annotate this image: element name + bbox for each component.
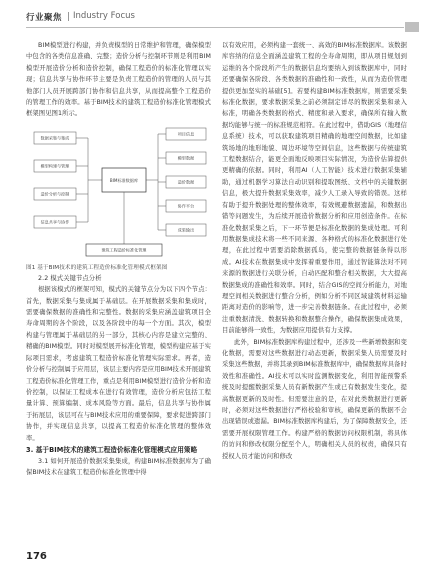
framework-diagram-svg — [26, 124, 211, 262]
left-paragraph-1: BIM模型进行构建，并负责模型的日常维护和管理，确保模型中包含的各类信息准确、完整；造价分析与控制环节则是利用BIM模型开展造价分析和造价控制，确保工程造价的标准化管理以实现；信息共享与协作环节主要是负责工程造价的管理的人员与其他部门人员开展跨部门协作和信息共享，从而提高整个工程造价的管理工作的效率。基于BIM技术的建筑工程造价标准化管理模式框架图见图1所示。 — [26, 42, 211, 118]
header-category-en: Industry Focus — [73, 11, 135, 21]
subsection-heading: 2.2 模式关键节点分析 — [38, 274, 102, 282]
figure-caption: 图1 基于BIM技术的建筑工程造价标准化管理模式框架图 — [26, 264, 168, 271]
right-box-3-label: 造价数据 — [177, 179, 195, 185]
right-box-2-label: 模型数据 — [177, 155, 195, 161]
left-paragraph-2: 根据该模式的框架可知，模式的关键节点分为以下四个节点：首先，数据采集与集成属于基础层。在开展数据采集和集成时，需要确保数据的准确性和完整性。数据的采集应涵盖建筑项目全寿命周期的各个阶段，以及各阶段中的每一个方面。其次，模型构建与管理属于基础层的另一部分，其核心内容是建立完整的、精确的BIM模型。同时对模型展开标准化管理，模型构建应基于实际项目需求，考虑建筑工程造价标准化管理实际需求。再者，造价分析与控制属于应用层，该层主要内容是应用BIM技术开展建筑工程造价标准化管理工作，重点是利用BIM模型进行造价分析和造价控制，以保证工程成本在进行有效管理，造价分析应包括工程量计算、预算编制、成本风险等方面。最后，信息共享与协作属于拓展层，该层可在与BIM技术应用的重要保障，要求促进跨部门协作，并实现信息共享，以提高工程造价标准化管理的整体效率。 — [26, 286, 211, 442]
bottom-box-label: 建筑工程造价标准化管理 — [101, 247, 147, 253]
header-rule — [26, 27, 404, 28]
left-paragraph-3: 3.1 如何开展造价数据采集集成，构建BIM标准数据库为了确保BIM技术在建筑工程造价标准化管理中得 — [26, 457, 211, 477]
left-box-4-label: 信息共享与协作 — [40, 219, 70, 225]
page-number: 176 — [26, 551, 47, 562]
left-box-3-label: 造价分析与控制 — [40, 191, 70, 197]
framework-diagram — [26, 124, 211, 262]
left-column — [26, 40, 211, 479]
header-category: 行业聚焦 — [26, 13, 63, 23]
header-separator — [68, 12, 69, 21]
right-box-5-label: 成果输出 — [177, 227, 195, 233]
left-box-1-label: 数据采集与集成 — [40, 135, 70, 141]
right-paragraph-1: 以有效应用，必须构建一套统一、高效的BIM标准数据库。该数据库容纳的信息全面涵盖建筑工程的全寿命周期，即从项目规划到运维的各个阶段所产生的数据信息均要纳入到该数据库中，同时还要确保各阶段、各类数据的准确性和一致性，从而为造价管理提供更加坚实的基础[5]。若要构建BIM标准数据库，则需要采集标准化数据，要求数据采集之前必须制定详尽的数据采集和录入标准，明确各类数据的格式、精度和录入要求，确保所有输入数据均能够与统一的标准规范相符。在此过程中，借助GIS（地理信息系统）技术，可以获取建筑项目精确的地理空间数据，比如建筑场地的地形地貌、周边环境等空间信息，这些数据与传统建筑工程数据结合，能更全面地反映项目实际情况，为造价估算提供更精确的依据。同时，利用AI（人工智能）技术进行数据采集辅助，通过机器学习算法自动识别和提取图纸、文档中的关键数据信息，极大提升数据采集效率，减少人工录入导致的错误。这样有助于提升数据处理的整体效率，有效规避数据遗漏，和数据出错等问题发生，为后续开展造价数据分析和应用创造条件。在标准化数据采集之后，下一环节便是标准化数据的集成处理。可利用数据集成技术将一些不同来源、各种格式的标准化数据进行处理，在此过程中需要消除数据孤岛，使完整的数据链条得以形成。AI技术在数据集成中发挥着重要作用，通过智能算法对不同来源的数据进行关联分析，自动匹配和整合相关数据，大大提高数据集成的准确性和效率。同时，结合GIS的空间分析能力，对地理空间相关数据进行整合分析，例如分析不同区域建筑材料运输距离对造价的影响等，进一步完善数据链条。在此过程中，必须注重数据清洗、数据转换和数据整合操作，确保数据集成效果，目前能够得一致性，为数据应用提供有力支撑。 — [222, 42, 407, 335]
center-box-label: BIM标准数据库 — [109, 177, 139, 183]
section-title: 3. 基于BIM技术的建筑工程造价标准化管理模式应用策略 — [26, 445, 198, 454]
right-box-1-label: 项目信息 — [177, 131, 195, 137]
right-box-4-label: 协作平台 — [177, 203, 195, 209]
page-header — [0, 0, 427, 32]
header-corner-block — [405, 22, 419, 32]
right-column — [222, 40, 407, 462]
left-box-2-label: 模型构建与管理 — [40, 163, 70, 169]
right-paragraph-2: 此外，BIM标准数据库构建过程中，还涉及一些新增数据和变化数据，需要对这些数据进行动态更新，数据采集人员需要及时采集这些数据，并将其录到BIM标准数据库中，确保数据库具备时效性和准确性。AI技术可以实时监测数据变化，利用智能预警系统及时提醒数据采集人员有新数据产生或已有数据发生变化，提高数据更新的及时性。但需要注意的是，在对此类数据进行更新时，必须对这些数据进行严格校验和审核，确保更新的数据不会出现错误或遗漏。BIM标准数据库构建后，为了保障数据安全，还需要开展权限管理工作。构建严格的数据访问权限机制，将具体的访问和修改权限分配至个人，明确相关人员的权责，确保只有授权人员才能访问和修改 — [222, 338, 407, 460]
